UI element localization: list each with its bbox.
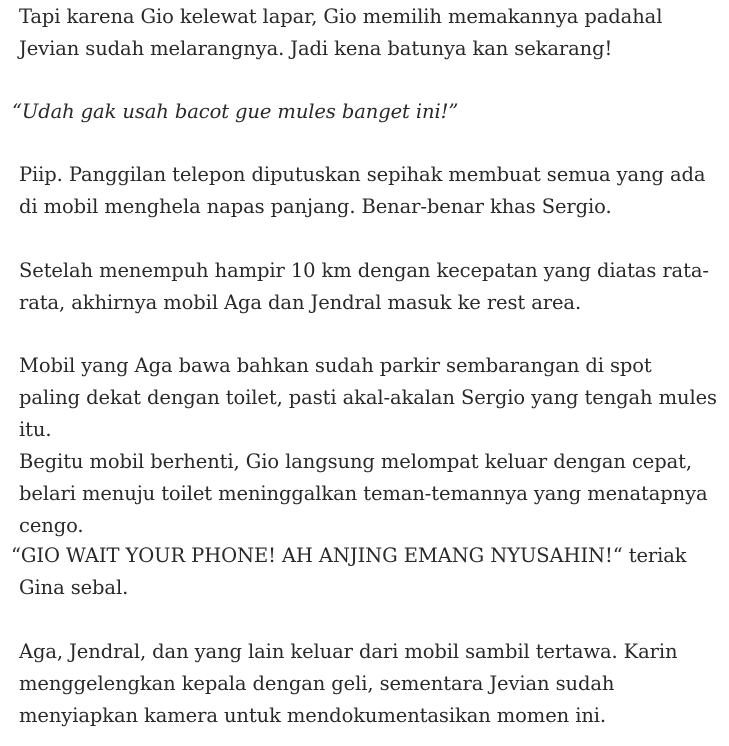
paragraph: Tapi karena Gio kelewat lapar, Gio memilih memakannya padahal Jevian sudah melarangnya. Jadi kena batunya kan sekarang!: [19, 5, 663, 60]
paragraph: Aga, Jendral, dan yang lain keluar dari mobil sambil tertawa. Karin menggelengkan kepala dengan geli, sementara Jevian sudah menyiapkan kamera untuk mendokumentasikan momen ini.: [19, 640, 678, 727]
quote-paragraph: “GIO WAIT YOUR PHONE! AH ANJING EMANG NYUSAHIN!“ teriak Gina sebal.: [11, 544, 687, 599]
paragraph: Begitu mobil berhenti, Gio langsung melompat keluar dengan cepat, belari menuju toilet meninggalkan teman-temannya yang menatapnya cengo.: [19, 450, 708, 537]
quote-paragraph: “Udah gak usah bacot gue mules banget ini!”: [12, 100, 459, 123]
paragraph: Mobil yang Aga bawa bahkan sudah parkir sembarangan di spot paling dekat dengan toilet, pasti akal-akalan Sergio yang tengah mules itu.: [19, 354, 717, 441]
paragraph: Piip. Panggilan telepon diputuskan sepihak membuat semua yang ada di mobil menghela napas panjang. Benar-benar khas Sergio.: [19, 163, 706, 218]
paragraph: Setelah menempuh hampir 10 km dengan kecepatan yang diatas rata-rata, akhirnya mobil Aga dan Jendral masuk ke rest area.: [19, 259, 709, 314]
